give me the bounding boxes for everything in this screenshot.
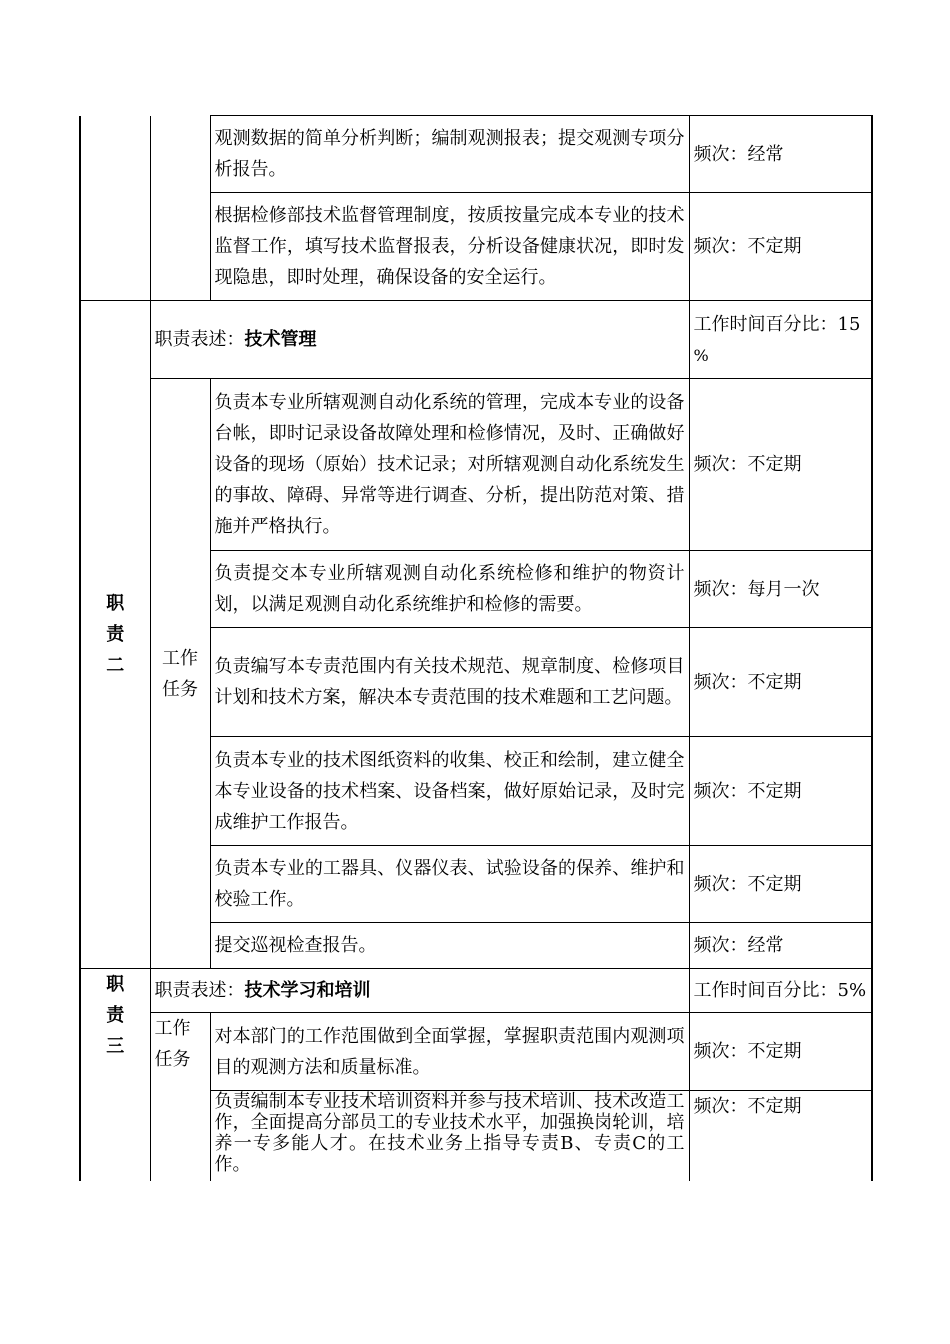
duty-description-prefix: 职责表述： [154, 329, 245, 350]
task-text: 负责提交本专业所辖观测自动化系统检修和维护的物资计划，以满足观测自动化系统维护和检修的需要。 [210, 551, 689, 628]
duty-description-row [80, 301, 872, 379]
task-frequency: 频次：不定期 [689, 846, 872, 923]
continued-side-cell [80, 116, 150, 301]
duty-description [150, 301, 689, 379]
task-frequency: 频次：不定期 [689, 379, 872, 551]
duty-label: 职 责 三 [80, 969, 150, 1181]
duty-title: 技术管理 [244, 329, 317, 350]
task-text: 观测数据的简单分析判断；编制观测报表；提交观测专项分析报告。 [210, 116, 689, 193]
continued-label-cell [150, 116, 210, 301]
duty-label: 职 责 二 [80, 301, 150, 969]
duty-description-prefix: 职责表述： [154, 980, 245, 1001]
table-row [80, 1013, 872, 1091]
duty-description [150, 969, 689, 1013]
task-text: 对本部门的工作范围做到全面掌握，掌握职责范围内观测项目的观测方法和质量标准。 [210, 1013, 689, 1091]
duty-description-row [80, 969, 872, 1013]
task-frequency: 频次：不定期 [689, 1091, 872, 1181]
time-percentage-label: 工作时间百分比：15 [693, 313, 861, 335]
time-percentage-unit: % [693, 345, 709, 365]
task-text: 负责本专业的工器具、仪器仪表、试验设备的保养、维护和校验工作。 [210, 846, 689, 923]
task-group-label: 工作 任务 [150, 1013, 210, 1181]
table-row [80, 379, 872, 551]
task-text: 负责编写本专责范围内有关技术规范、规章制度、检修项目计划和技术方案，解决本专责范围的技术难题和工艺问题。 [210, 628, 689, 737]
duty-table [79, 115, 873, 1181]
task-frequency: 频次：每月一次 [689, 551, 872, 628]
task-frequency: 频次：不定期 [689, 737, 872, 846]
task-text: 根据检修部技术监督管理制度，按质按量完成本专业的技术监督工作，填写技术监督报表，分析设备健康状况，即时发现隐患，即时处理，确保设备的安全运行。 [210, 193, 689, 301]
time-percentage [689, 301, 872, 379]
task-text: 负责编制本专业技术培训资料并参与技术培训、技术改造工作，全面提高分部员工的专业技术水平，加强换岗轮训，培养一专多能人才。在技术业务上指导专责B、专责C的工作。 [210, 1091, 689, 1181]
task-frequency: 频次：不定期 [689, 628, 872, 737]
task-group-label: 工作 任务 [150, 379, 210, 969]
duty-title: 技术学习和培训 [244, 980, 371, 1001]
task-text: 提交巡视检查报告。 [210, 923, 689, 969]
table-row [80, 116, 872, 193]
task-text: 负责本专业所辖观测自动化系统的管理，完成本专业的设备台帐，即时记录设备故障处理和检修情况，及时、正确做好设备的现场（原始）技术记录；对所辖观测自动化系统发生的事故、障碍、异常等进行调查、分析，提出防范对策、措施并严格执行。 [210, 379, 689, 551]
task-text: 负责本专业的技术图纸资料的收集、校正和绘制，建立健全本专业设备的技术档案、设备档案，做好原始记录，及时完成维护工作报告。 [210, 737, 689, 846]
task-frequency: 频次：经常 [689, 116, 872, 193]
task-frequency: 频次：不定期 [689, 1013, 872, 1091]
task-frequency: 频次：不定期 [689, 193, 872, 301]
time-percentage: 工作时间百分比：5% [689, 969, 872, 1013]
task-frequency: 频次：经常 [689, 923, 872, 969]
